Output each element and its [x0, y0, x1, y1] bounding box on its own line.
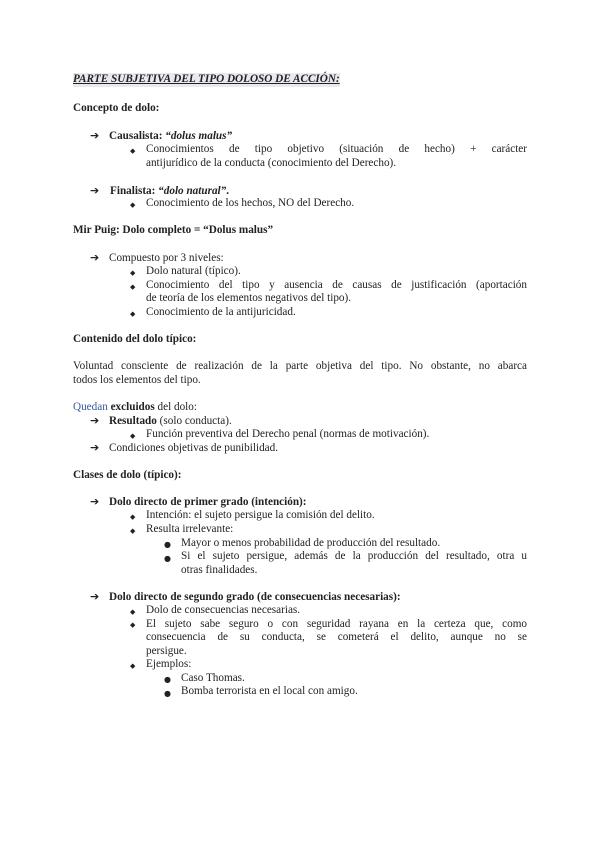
diamond-bullet-icon: ◆: [130, 283, 136, 291]
funcion-item: Función preventiva del Derecho penal (normas de motivación).: [146, 428, 430, 440]
ejemplo-item: Bomba terrorista en el local con amigo.: [181, 685, 358, 697]
arrow-bullet-icon: ➔: [90, 495, 100, 508]
finalista-item: Conocimiento de los hechos, NO del Derecho.: [146, 197, 355, 209]
round-bullet-icon: ●: [164, 554, 171, 563]
primer-grado-title: Dolo directo de primer grado (intención):: [109, 496, 307, 508]
diamond-bullet-icon: ◆: [130, 201, 136, 209]
diamond-bullet-icon: ◆: [130, 662, 136, 670]
section-heading-concepto: Concepto de dolo:: [73, 102, 160, 114]
diamond-bullet-icon: ◆: [130, 621, 136, 629]
round-bullet-icon: ●: [164, 689, 171, 698]
primer-grado-subitem: Si el sujeto persigue, además de la producción del resultado, otra u: [181, 550, 527, 562]
quedan-bold: excluidos: [110, 401, 155, 413]
causalista-item-line: antijurídico de la conducta (conocimiento del Derecho).: [146, 157, 397, 169]
arrow-bullet-icon: ➔: [90, 129, 100, 142]
ejemplo-item: Caso Thomas.: [181, 672, 245, 684]
diamond-bullet-icon: ◆: [130, 608, 136, 616]
segundo-grado-item: persigue.: [146, 645, 187, 657]
causalista-label: Causalista:: [109, 130, 166, 142]
compuesto-item: de teoría de los elementos negativos del tipo).: [146, 292, 352, 304]
contenido-paragraph: Voluntad consciente de realización de la parte objetiva del tipo. No obstante, no abarca: [73, 360, 527, 372]
causalista-line: [109, 130, 232, 144]
arrow-bullet-icon: ➔: [90, 251, 100, 264]
finalista-term: “dolo natural”: [158, 185, 227, 197]
finalista-suffix: .: [226, 185, 230, 197]
primer-grado-subitem: Mayor o menos probabilidad de producción del resultado.: [181, 537, 441, 549]
causalista-term: “dolus malus”: [165, 130, 233, 142]
diamond-bullet-icon: ◆: [130, 527, 136, 535]
section-heading-clases: Clases de dolo (típico):: [73, 469, 182, 481]
compuesto-item: Dolo natural (típico).: [146, 265, 241, 277]
quedan-line: [73, 401, 197, 415]
arrow-bullet-icon: ➔: [90, 184, 100, 197]
primer-grado-item: Intención: el sujeto persigue la comisión del delito.: [146, 509, 375, 521]
compuesto-item: Conocimiento del tipo y ausencia de causas de justificación (aportación: [146, 279, 527, 291]
arrow-bullet-icon: ➔: [90, 441, 100, 454]
primer-grado-item: Resulta irrelevante:: [146, 523, 234, 535]
segundo-grado-item: Dolo de consecuencias necesarias.: [146, 604, 301, 616]
segundo-grado-item: consecuencia de su conducta, se cometerá el delito, aunque no se: [146, 631, 527, 643]
ejemplos-label: Ejemplos:: [146, 658, 192, 670]
round-bullet-icon: ●: [164, 540, 171, 549]
resultado-line: [109, 415, 232, 429]
mir-puig-heading: Mir Puig: Dolo completo = “Dolus malus”: [73, 224, 274, 236]
quedan-pre: Quedan: [73, 401, 111, 413]
diamond-bullet-icon: ◆: [130, 513, 136, 521]
diamond-bullet-icon: ◆: [130, 147, 136, 155]
arrow-bullet-icon: ➔: [90, 590, 100, 603]
diamond-bullet-icon: ◆: [130, 269, 136, 277]
contenido-paragraph: todos los elementos del tipo.: [73, 374, 201, 386]
page-title: PARTE SUBJETIVA DEL TIPO DOLOSO DE ACCIÓN:: [73, 73, 340, 85]
primer-grado-subitem: otras finalidades.: [181, 564, 258, 576]
causalista-item-line: Conocimientos de tipo objetivo (situación de hecho) + carácter: [146, 143, 527, 155]
segundo-grado-title: Dolo directo de segundo grado (de consecuencias necesarias):: [109, 591, 401, 603]
round-bullet-icon: ●: [164, 675, 171, 684]
condiciones-item: Condiciones objetivas de punibilidad.: [109, 442, 279, 454]
compuesto-label: Compuesto por 3 niveles:: [109, 252, 224, 264]
section-heading-contenido: Contenido del dolo típico:: [73, 333, 197, 345]
compuesto-item: Conocimiento de la antijuricidad.: [146, 306, 296, 318]
segundo-grado-item: El sujeto sabe seguro o con seguridad rayana en la certeza que, como: [146, 618, 527, 630]
diamond-bullet-icon: ◆: [130, 432, 136, 440]
arrow-bullet-icon: ➔: [90, 414, 100, 427]
finalista-label: Finalista:: [110, 185, 159, 197]
resultado-rest: (solo conducta).: [156, 415, 232, 427]
resultado-bold: Resultado: [109, 415, 157, 427]
diamond-bullet-icon: ◆: [130, 310, 136, 318]
quedan-post: del dolo:: [154, 401, 197, 413]
